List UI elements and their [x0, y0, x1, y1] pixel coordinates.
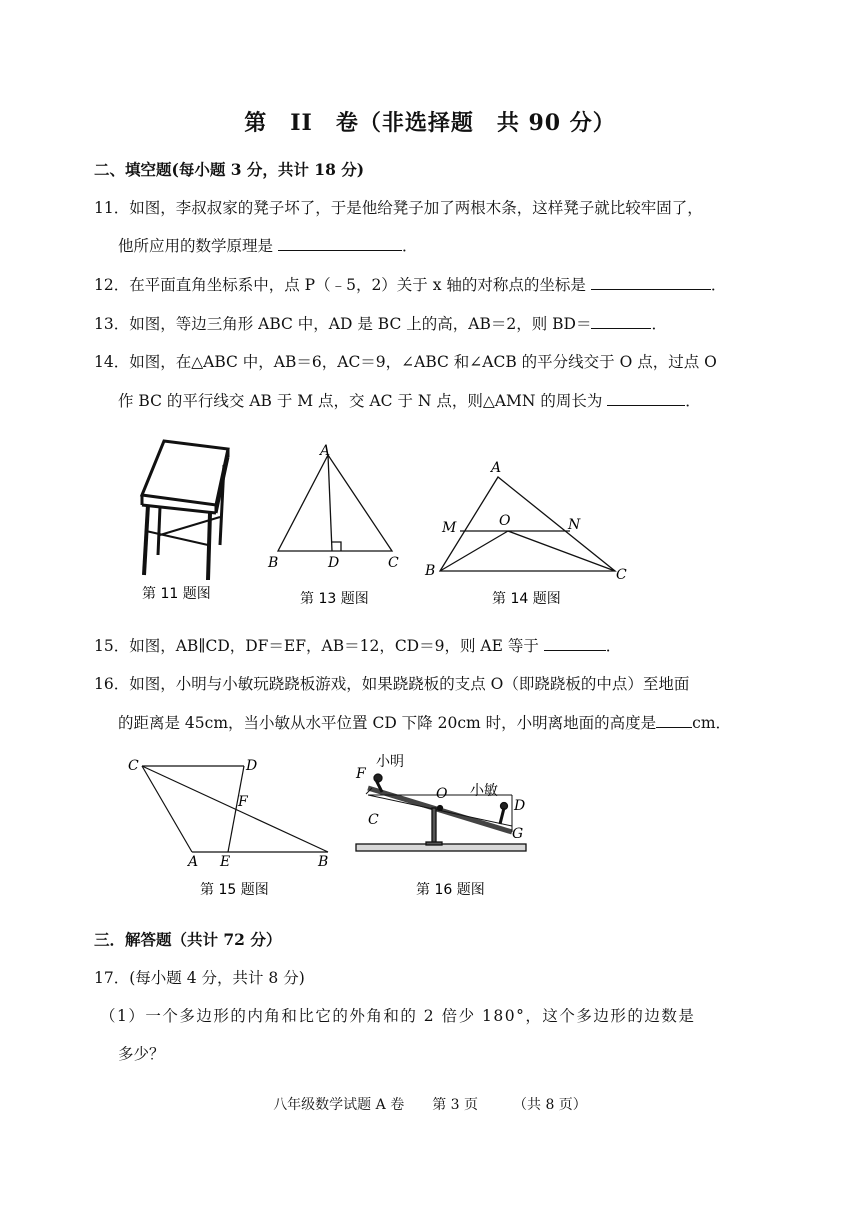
question-17-header: 17．(每小题 4 分，共计 8 分): [94, 969, 305, 987]
triangle-abc-figure: [278, 455, 392, 551]
section-heading-fill-blank: 二、填空题(每小题 3 分，共计 18 分): [94, 160, 365, 179]
point-label-e: E: [220, 854, 231, 870]
point-label-o: O: [499, 513, 511, 529]
point-label-c: C: [368, 812, 379, 828]
page-footer: 八年级数学试题 A 卷 第 3 页 （共 8 页）: [273, 1097, 587, 1113]
vertex-label-b: B: [268, 555, 279, 571]
vertex-label-c: C: [616, 567, 627, 583]
question-16-line2: 的距离是 45cm，当小敏从水平位置 CD 下降 20cm 时，小明离地面的高度是 cm．: [118, 714, 732, 732]
question-16-line1: 16．如图，小明与小敏玩跷跷板游戏，如果跷跷板的支点 O（即跷跷板的中点）至地面: [94, 675, 690, 693]
question-15: 15．如图，AB∥CD，DF＝EF，AB＝12，CD＝9，则 AE 等于 ．: [94, 637, 622, 655]
figure-15-caption: 第 15 题图: [200, 882, 269, 898]
question-13: 13．如图，等边三角形 ABC 中，AD 是 BC 上的高，AB＝2，则 BD＝ ．: [94, 315, 667, 333]
point-label-o: O: [436, 786, 448, 802]
vertex-label-a: A: [320, 443, 331, 459]
figures-row-1: [120, 435, 640, 615]
stool-figure: [142, 441, 228, 580]
question-14-line2: 作 BC 的平行线交 AB 于 M 点，交 AC 于 N 点，则△AMN 的周长为 ．: [118, 392, 701, 410]
answer-blank: [656, 713, 692, 728]
question-12: 12．在平面直角坐标系中，点 P（﹣5，2）关于 x 轴的对称点的坐标是 ．: [94, 276, 727, 294]
figure-13-caption: 第 13 题图: [300, 591, 369, 607]
figure-11-caption: 第 11 题图: [142, 586, 211, 602]
point-label-g: G: [512, 826, 524, 842]
vertex-label-d: D: [328, 555, 340, 571]
answer-blank: [544, 636, 606, 651]
figure-16-caption: 第 16 题图: [416, 882, 485, 898]
vertex-label-a: A: [491, 460, 502, 476]
section-heading-solutions: 三．解答题（共计 72 分）: [94, 930, 282, 949]
point-label-f: F: [238, 794, 248, 810]
point-label-b: B: [318, 854, 329, 870]
question-11-line2: 他所应用的数学原理是 ．: [118, 237, 418, 255]
answer-blank: [591, 314, 651, 329]
answer-blank: [607, 391, 685, 406]
point-label-d: D: [246, 758, 258, 774]
question-17-part1-line1: （1）一个多边形的内角和比它的外角和的 2 倍少 180°，这个多边形的边数是: [100, 1007, 696, 1025]
page-title: 第 II 卷（非选择题 共 90 分）: [244, 110, 616, 136]
question-14-line1: 14．如图，在△ABC 中，AB＝6，AC＝9，∠ABC 和∠ACB 的平分线交于 O 点，过点 O: [94, 353, 717, 371]
xiaoming-label: 小明: [376, 754, 404, 770]
figure-14-caption: 第 14 题图: [492, 591, 561, 607]
point-label-a: A: [188, 854, 199, 870]
triangle-amn-figure: [440, 477, 615, 571]
vertex-label-c: C: [388, 555, 399, 571]
parallel-lines-figure: [142, 766, 328, 852]
point-label-m: M: [442, 520, 457, 536]
xiaomin-label: 小敏: [470, 783, 498, 799]
question-17-part1-line2: 多少？: [118, 1045, 165, 1063]
vertex-label-b: B: [425, 563, 436, 579]
point-label-d: D: [514, 798, 526, 814]
point-label-f: F: [356, 766, 366, 782]
figures-row-2: [120, 750, 540, 900]
answer-blank: [591, 275, 711, 290]
answer-blank: [278, 236, 402, 251]
question-11-line1: 11．如图，李叔叔家的凳子坏了，于是他给凳子加了两根木条，这样凳子就比较牢固了，: [94, 199, 703, 217]
point-label-c: C: [128, 758, 139, 774]
point-label-n: N: [568, 517, 581, 533]
